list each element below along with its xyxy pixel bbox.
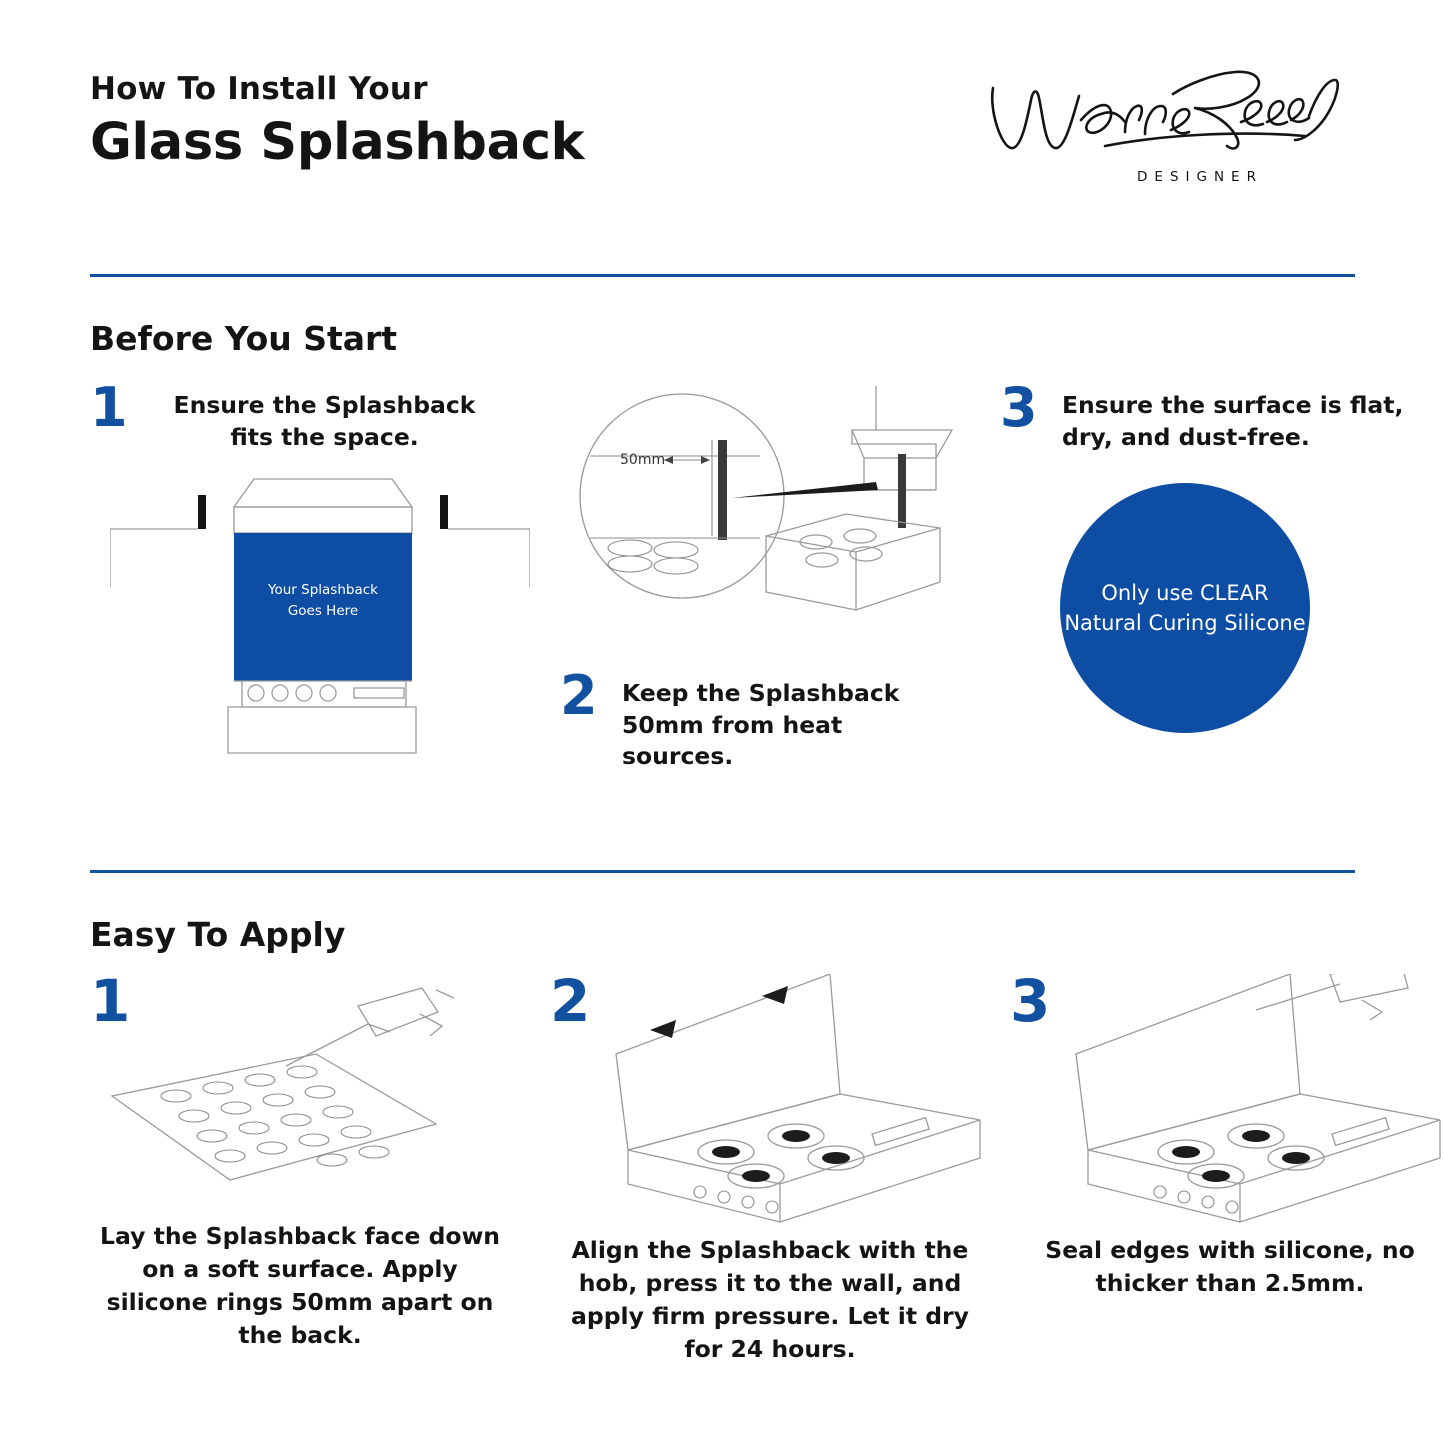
- apply-step-3-caption: Seal edges with silicone, no thicker than 2.5mm.: [1045, 1236, 1415, 1297]
- apply-step-3-number: 3: [1010, 967, 1051, 1035]
- silicone-note-text: Only use CLEAR Natural Curing Silicone: [1064, 581, 1306, 636]
- before-step-3-head: [1000, 376, 1445, 453]
- before-step-2-number: 2: [560, 664, 598, 727]
- header: [90, 0, 1355, 232]
- divider-top: [90, 274, 1355, 277]
- apply-step-2-number: 2: [550, 967, 591, 1035]
- dimension-label: 50mm: [620, 452, 666, 468]
- before-step-1-number: 1: [90, 376, 128, 439]
- before-step-3-number: 3: [1000, 376, 1038, 439]
- apply-step-2-caption: Align the Splashback with the hob, press it to the wall, and apply firm pressure. Let it dry for 24 hours.: [571, 1236, 969, 1363]
- splashback-label-line1: Your Splashback: [268, 582, 378, 599]
- silicone-rings-diagram: [90, 984, 490, 1234]
- logo-subtitle: DESIGNER: [1137, 169, 1263, 185]
- before-step-1-text: Ensure the Splashback fits the space.: [173, 391, 476, 451]
- apply-step-1-number: 1: [90, 967, 131, 1035]
- page-title: Glass Splashback: [90, 113, 585, 173]
- apply-step-1: [90, 967, 510, 1349]
- before-step-3: [1000, 376, 1445, 733]
- section-heading-apply: Easy To Apply: [90, 915, 346, 954]
- before-you-start-grid: [90, 376, 1404, 852]
- before-step-3-text: Ensure the surface is flat, dry, and dust-free.: [1062, 391, 1404, 451]
- apply-step-2: [550, 967, 990, 1363]
- before-step-1-head: [90, 376, 520, 453]
- seal-edges-diagram: [1010, 967, 1445, 1234]
- before-step-1: [90, 376, 520, 767]
- brand-logo: [985, 60, 1355, 185]
- before-step-2: [560, 382, 990, 773]
- divider-mid: [90, 870, 1355, 873]
- heat-clearance-diagram: [560, 386, 990, 666]
- silicone-note-badge: [1060, 483, 1310, 733]
- section-heading-before: Before You Start: [90, 319, 398, 358]
- apply-step-3: [1010, 967, 1445, 1297]
- before-step-2-text: Keep the Splashback 50mm from heat sources.: [622, 679, 900, 771]
- oven-front-diagram: [110, 467, 530, 767]
- apply-step-1-caption: Lay the Splashback face down on a soft surface. Apply silicone rings 50mm apart on the back.: [99, 1222, 501, 1349]
- easy-to-apply-grid: [90, 967, 1415, 1432]
- before-step-2-head: [560, 664, 990, 773]
- align-splashback-diagram: [550, 967, 990, 1234]
- signature-icon: [985, 60, 1355, 175]
- splashback-label-line2: Goes Here: [287, 603, 359, 620]
- page-title-small: How To Install Your: [90, 71, 428, 107]
